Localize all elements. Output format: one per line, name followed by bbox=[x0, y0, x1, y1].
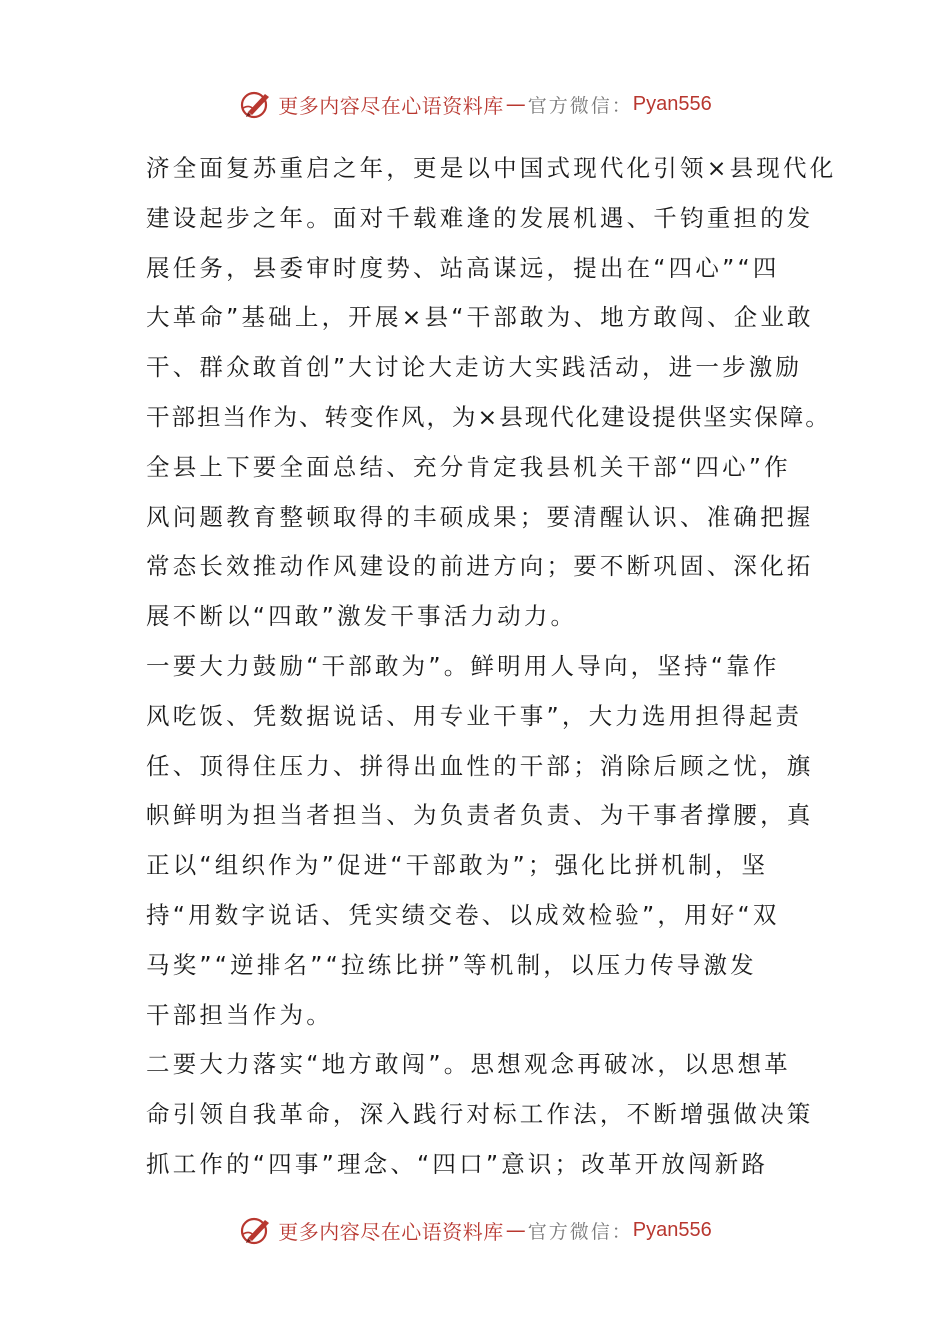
text-line: 展任务，县委审时度势、站高谋远，提出在“四心”“四 bbox=[146, 253, 780, 282]
text-line: 济全面复苏重启之年，更是以中国式现代化引领×县现代化 bbox=[146, 154, 837, 182]
text-line: 马奖”“逆排名”“拉练比拼”等机制，以压力传导激发 bbox=[146, 950, 757, 979]
text-line: 帜鲜明为担当者担当、为负责者负责、为干事者撑腰，真 bbox=[146, 801, 814, 830]
text-line: 展不断以“四敢”激发干事活力动力。 bbox=[146, 602, 578, 631]
text-line: 风吃饭、凭数据说话、用专业干事”，大力选用担得起责 bbox=[146, 701, 803, 730]
document-body bbox=[146, 144, 837, 1190]
text-line: 正以“组织作为”促进“干部敢为”；强化比拼机制，坚 bbox=[146, 851, 769, 880]
text-line: 全县上下要全面总结、充分肯定我县机关干部“四心”作 bbox=[146, 452, 791, 481]
header-watermark-banner bbox=[0, 84, 950, 124]
text-line: 任、顶得住压力、拼得出血性的干部；消除后顾之忧，旗 bbox=[146, 751, 814, 780]
text-line: 抓工作的“四事”理念、“四口”意识；改革开放闯新路 bbox=[146, 1149, 769, 1178]
text-line: 二要大力落实“地方敢闯”。思想观念再破冰，以思想革 bbox=[146, 1050, 791, 1079]
text-line: 干、群众敢首创”大讨论大走访大实践活动，进一步激励 bbox=[146, 353, 803, 382]
banner-wechat-label: 官方微信： bbox=[527, 94, 633, 117]
text-line: 建设起步之年。面对千载难逢的发展机遇、千钧重担的发 bbox=[146, 203, 814, 232]
banner-wechat-id: Pyan556 bbox=[632, 1218, 712, 1241]
text-line: 一要大力鼓励“干部敢为”。鲜明用人导向，坚持“靠作 bbox=[146, 651, 780, 680]
banner-dash: — bbox=[505, 1218, 526, 1242]
text-line: 大革命”基础上，开展×县“干部敢为、地方敢闯、企业敢 bbox=[146, 303, 814, 332]
banner-title: 更多内容尽在心语资料库 bbox=[278, 1219, 504, 1244]
text-line: 风问题教育整顿取得的丰硕成果；要清醒认识、准确把握 bbox=[146, 502, 814, 531]
text-line: 命引领自我革命，深入践行对标工作法，不断增强做决策 bbox=[146, 1100, 814, 1129]
text-line: 干部担当作为。 bbox=[146, 1000, 333, 1029]
pen-logo-icon bbox=[238, 86, 274, 122]
banner-dash: — bbox=[505, 92, 526, 116]
footer-watermark-banner bbox=[0, 1210, 950, 1250]
banner-wechat-label: 官方微信： bbox=[527, 1220, 633, 1243]
text-line: 常态长效推动作风建设的前进方向；要不断巩固、深化拓 bbox=[146, 552, 814, 581]
text-line: 持“用数字说话、凭实绩交卷、以成效检验”，用好“双 bbox=[146, 900, 780, 929]
banner-wechat-id: Pyan556 bbox=[632, 92, 712, 115]
text-line: 干部担当作为、转变作风，为×县现代化建设提供坚实保障。 bbox=[146, 402, 831, 431]
banner-title: 更多内容尽在心语资料库 bbox=[278, 93, 504, 118]
pen-logo-icon bbox=[238, 1212, 274, 1248]
